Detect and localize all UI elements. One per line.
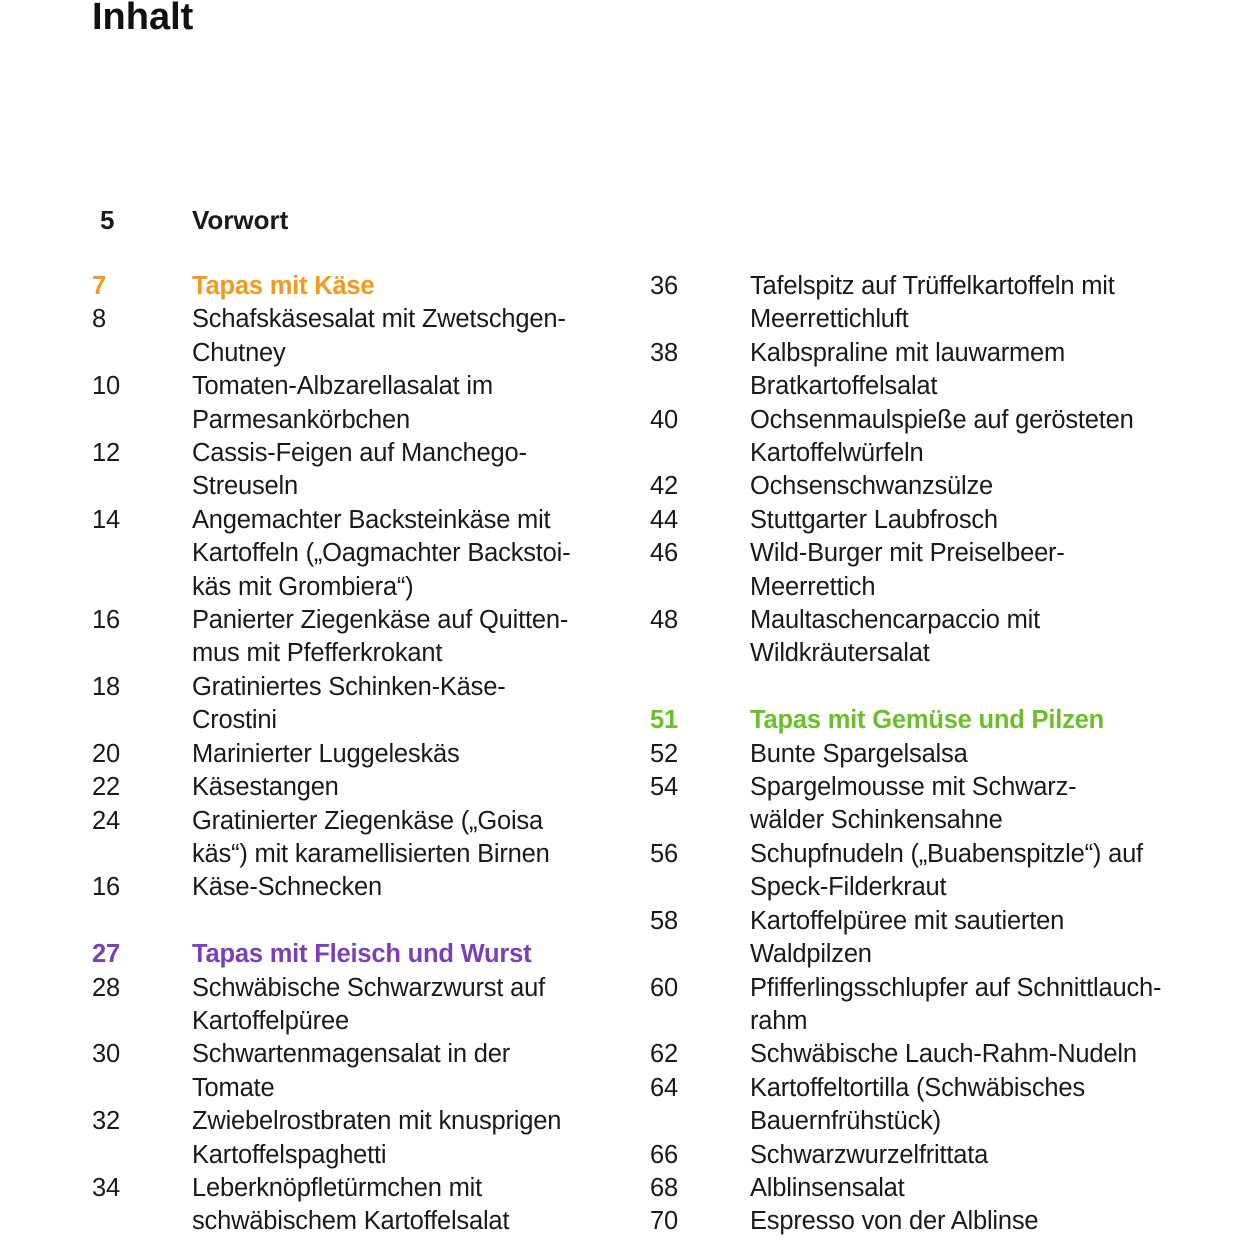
toc-entry-title: [192, 437, 612, 504]
toc-entry: [650, 1139, 1210, 1172]
toc-entry-line: Spargelmousse mit Schwarz-: [750, 773, 1077, 802]
toc-page-number: 5: [100, 205, 115, 235]
toc-page-number: 38: [650, 338, 678, 367]
toc-entry: [650, 905, 1210, 972]
toc-entry-title: [750, 1038, 1210, 1071]
toc-entry-title: [750, 337, 1210, 404]
toc-entry-line: Waldpilzen: [750, 940, 872, 969]
section-spacer: [92, 905, 612, 938]
toc-entry-line: käs“) mit karamellisierten Birnen: [192, 839, 550, 868]
toc-entry-line: Kartoffelpüree: [192, 1006, 349, 1035]
toc-entry-line: Gratiniertes Schinken-Käse-: [192, 672, 506, 701]
toc-page-number: 46: [650, 539, 678, 568]
toc-entry-line: rahm: [750, 1006, 808, 1035]
toc-page-number: 58: [650, 906, 678, 935]
toc-page-number: 24: [92, 806, 120, 835]
toc-entry-line: Maultaschencarpaccio mit: [750, 606, 1040, 635]
page-title: Inhalt: [92, 0, 194, 38]
toc-entry-title: [192, 972, 612, 1039]
toc-entry-line: Käsestangen: [192, 773, 339, 802]
toc-entry-line: Kartoffeltortilla (Schwäbisches: [750, 1073, 1085, 1102]
toc-page-number: 51: [650, 706, 678, 735]
toc-entry-line: Ochsenschwanzsülze: [750, 472, 994, 501]
toc-entry-line: Angemachter Backsteinkäse mit: [192, 505, 551, 534]
toc-entry-title: [750, 504, 1210, 537]
toc-page-number: 14: [92, 505, 120, 534]
toc-entry-title: [750, 1172, 1210, 1205]
toc-entry-line: Streuseln: [192, 472, 298, 501]
toc-entry-line: Kalbspraline mit lauwarmem: [750, 338, 1066, 367]
toc-entry-title: [192, 671, 612, 738]
toc-entry-line: Gratinierter Ziegenkäse („Goisa: [192, 806, 543, 835]
toc-entry-line: Ochsenmaulspieße auf gerösteten: [750, 405, 1134, 434]
toc-entry: [650, 1205, 1210, 1238]
toc-entry-line: Crostini: [192, 706, 277, 735]
toc-entry-line: Bauernfrühstück): [750, 1107, 941, 1136]
toc-entry-line: Espresso von der Alblinse: [750, 1207, 1039, 1236]
toc-page-number: 27: [92, 940, 120, 969]
toc-entry: [92, 1105, 612, 1172]
toc-page-number: 66: [650, 1140, 678, 1169]
toc-entry: [650, 1038, 1210, 1071]
toc-entry: [650, 838, 1210, 905]
toc-page-number: 48: [650, 606, 678, 635]
toc-entry-line: Chutney: [192, 338, 286, 367]
toc-page-number: 36: [650, 272, 678, 300]
toc-entry-line: Meerrettich: [750, 572, 876, 601]
toc-entry: [650, 270, 1210, 337]
toc-entry-title: [192, 938, 612, 971]
toc-page-number: 68: [650, 1173, 678, 1202]
toc-entry-line: Tomaten-Albzarellasalat im: [192, 372, 493, 401]
toc-page-number: 54: [650, 773, 678, 802]
toc-entry-title: [750, 1072, 1210, 1139]
toc-entry: [650, 537, 1210, 604]
toc-section-heading: [92, 270, 612, 303]
toc-page-number: 22: [92, 773, 120, 802]
toc-entry-line: Wild-Burger mit Preiselbeer-: [750, 539, 1065, 568]
toc-section-heading: [650, 704, 1210, 737]
toc-entry-line: mus mit Pfefferkrokant: [192, 639, 443, 668]
toc-entry-line: Speck-Filderkraut: [750, 873, 947, 902]
toc-entry-title: [192, 1038, 612, 1105]
toc-entry-title: [750, 470, 1210, 503]
toc-entry-line: Schwäbische Lauch-Rahm-Nudeln: [750, 1040, 1137, 1069]
toc-entry-line: Schwäbische Schwarzwurst auf: [192, 973, 545, 1002]
toc-entry: [92, 671, 612, 738]
toc-entry: [92, 437, 612, 504]
toc-page-number: 40: [650, 405, 678, 434]
toc-entry-line: Leberknöpfletürmchen mit: [192, 1173, 483, 1202]
toc-entry-line: Käse-Schnecken: [192, 873, 382, 902]
toc-page-number: 62: [650, 1040, 678, 1069]
toc-page-number: 56: [650, 839, 678, 868]
toc-page-number: 42: [650, 472, 678, 501]
toc-entry-title: [192, 370, 612, 437]
toc-entry-line: Schwarzwurzelfrittata: [750, 1140, 989, 1169]
toc-entry: [650, 738, 1210, 771]
toc-page-number: 30: [92, 1040, 120, 1069]
toc-entry-line: Kartoffeln („Oagmachter Backstoi-: [192, 539, 571, 568]
toc-entry-line: Alblinsensalat: [750, 1173, 905, 1202]
toc-entry-line: Zwiebelrostbraten mit knusprigen: [192, 1107, 562, 1136]
toc-entry-line: Pfifferlingsschlupfer auf Schnittlauch-: [750, 973, 1162, 1002]
toc-entry-title: [750, 704, 1210, 737]
toc-entry-line: käs mit Grombiera“): [192, 572, 414, 601]
toc-entry-title: [750, 738, 1210, 771]
toc-page-number: 8: [92, 305, 106, 334]
toc-entry-line: Tapas mit Käse: [192, 272, 375, 300]
toc-entry: [650, 1172, 1210, 1205]
toc-page-number: 70: [650, 1207, 678, 1236]
section-spacer: [650, 671, 1210, 704]
toc-entry-line: Stuttgarter Laubfrosch: [750, 505, 998, 534]
toc-entry-title: [750, 604, 1210, 671]
toc-entry-line: Schwartenmagensalat in der: [192, 1040, 510, 1069]
toc-entry: [92, 1038, 612, 1105]
toc-entry: [92, 604, 612, 671]
toc-entry-line: Marinierter Luggeleskäs: [192, 739, 460, 768]
toc-entry: [92, 805, 612, 872]
toc-entry: [92, 303, 612, 370]
toc-entry-title: [750, 905, 1210, 972]
toc-entry-title: [192, 805, 612, 872]
toc-entry-line: Tomate: [192, 1073, 275, 1102]
toc-page-number: 52: [650, 739, 678, 768]
toc-entry: [650, 337, 1210, 404]
toc-entry-line: Bratkartoffelsalat: [750, 372, 938, 401]
toc-entry-line: Kartoffelpüree mit sautierten: [750, 906, 1065, 935]
toc-page-number: 34: [92, 1173, 120, 1202]
toc-entry: [92, 972, 612, 1039]
toc-entry-line: schwäbischem Kartoffelsalat: [192, 1207, 510, 1236]
toc-section-heading: [92, 938, 612, 971]
toc-entry: [650, 504, 1210, 537]
toc-left-column: [92, 270, 612, 1239]
toc-page-number: 44: [650, 505, 678, 534]
toc-page-number: 20: [92, 739, 120, 768]
toc-entry: [92, 738, 612, 771]
toc-entry-line: Wildkräutersalat: [750, 639, 930, 668]
toc-entry-title: [192, 738, 612, 771]
toc-entry-line: Tafelspitz auf Trüffelkartoffeln mit: [750, 272, 1115, 300]
toc-page-number: 7: [92, 272, 106, 300]
toc-entry-title: [750, 537, 1210, 604]
toc-entry-line: Tapas mit Fleisch und Wurst: [192, 940, 532, 969]
toc-entry-line: Kartoffelwürfeln: [750, 439, 924, 468]
toc-page-number: 18: [92, 672, 120, 701]
toc-entry: [650, 771, 1210, 838]
toc-entry-title: [192, 303, 612, 370]
toc-entry-line: Tapas mit Gemüse und Pilzen: [750, 706, 1105, 735]
toc-entry-line: Parmesankörbchen: [192, 405, 410, 434]
toc-entry-line: Schafskäsesalat mit Zwetschgen-: [192, 305, 566, 334]
toc-entry: [650, 470, 1210, 503]
toc-entry-title: [192, 1172, 612, 1239]
toc-entry: [92, 771, 612, 804]
toc-entry-title: [192, 504, 612, 604]
toc-page-number: 12: [92, 439, 120, 468]
toc-page-number: 60: [650, 973, 678, 1002]
toc-entry: [650, 404, 1210, 471]
toc-page-number: 28: [92, 973, 120, 1002]
toc-entry-title: [192, 771, 612, 804]
toc-entry-line: wälder Schinkensahne: [750, 806, 1003, 835]
toc-entry-title: [192, 871, 612, 904]
toc-page-number: 16: [92, 873, 120, 902]
toc-entry-title: [192, 270, 612, 303]
toc-entry: [92, 1172, 612, 1239]
toc-entry-vorwort: [100, 203, 288, 237]
toc-entry: [92, 871, 612, 904]
toc-entry-title: [192, 604, 612, 671]
toc-entry: [92, 370, 612, 437]
toc-entry: [650, 972, 1210, 1039]
toc-entry-title: [750, 1139, 1210, 1172]
toc-entry-line: Panierter Ziegenkäse auf Quitten-: [192, 606, 569, 635]
toc-entry-title: [750, 771, 1210, 838]
toc-page-number: 64: [650, 1073, 678, 1102]
toc-entry-line: Schupfnudeln („Buabenspitzle“) auf: [750, 839, 1143, 868]
toc-entry-title: [192, 1105, 612, 1172]
toc-entry-title: [750, 972, 1210, 1039]
toc-entry-title: [750, 270, 1210, 337]
toc-page-number: 10: [92, 372, 120, 401]
toc-entry-title: [750, 838, 1210, 905]
toc-page-number: 16: [92, 606, 120, 635]
toc-entry-title: [750, 1205, 1210, 1238]
toc-entry-line: Meerrettichluft: [750, 305, 909, 334]
toc-entry-line: Bunte Spargelsalsa: [750, 739, 968, 768]
toc-entry-title: Vorwort: [192, 205, 289, 235]
toc-entry-line: Kartoffelspaghetti: [192, 1140, 387, 1169]
toc-entry-title: [750, 404, 1210, 471]
toc-entry-line: Cassis-Feigen auf Manchego-: [192, 439, 527, 468]
toc-entry: [650, 1072, 1210, 1139]
toc-page-number: 32: [92, 1107, 120, 1136]
toc-right-column: [650, 270, 1210, 1239]
toc-entry: [650, 604, 1210, 671]
toc-entry: [92, 504, 612, 604]
